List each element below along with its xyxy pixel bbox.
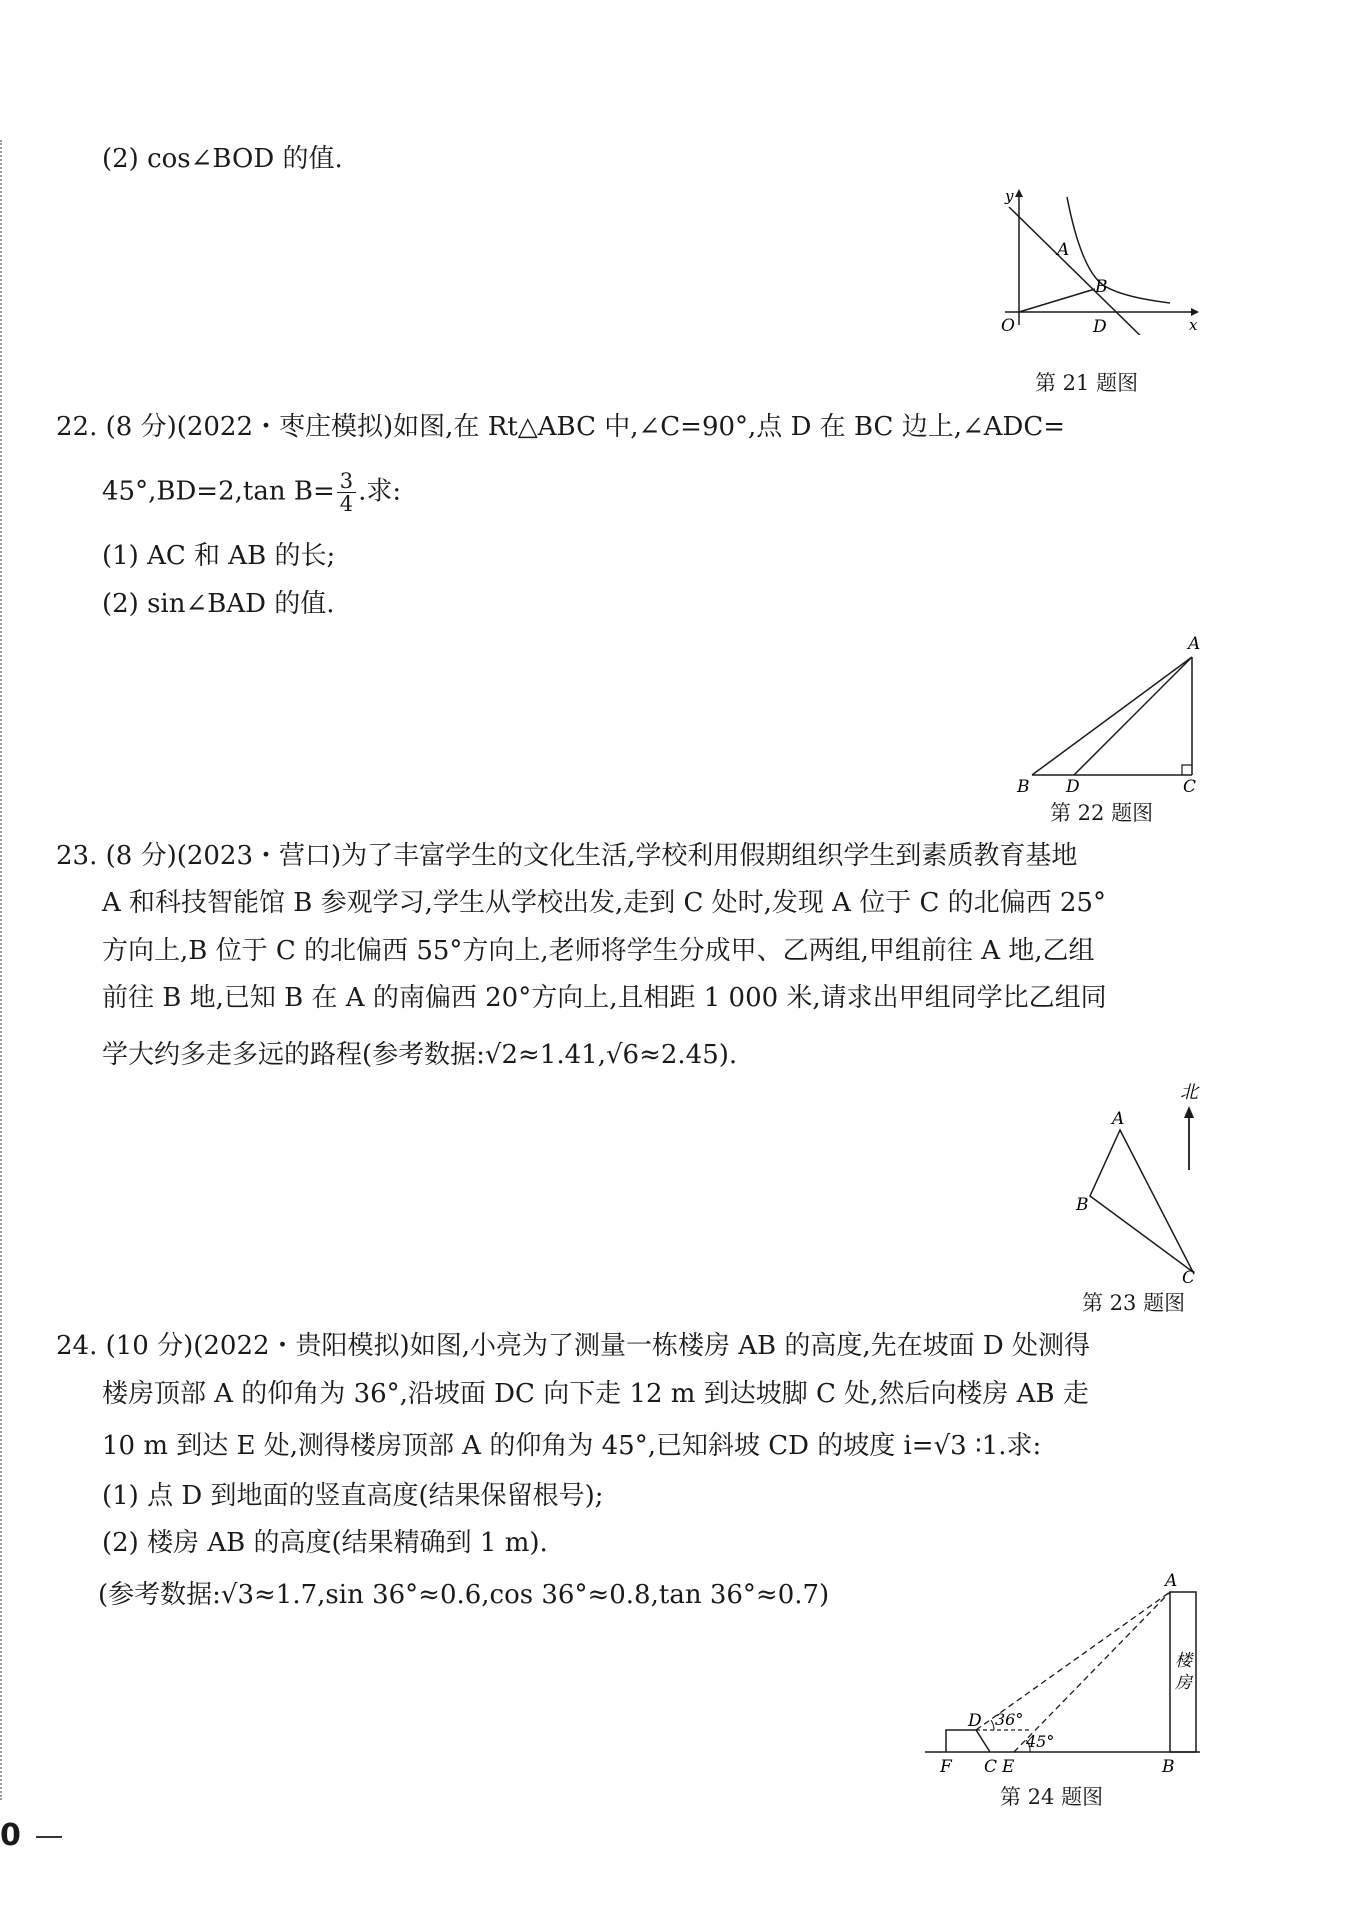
q21-part2: (2) cos∠BOD 的值. [102, 144, 343, 174]
fig21-label-d: D [1093, 317, 1107, 335]
fig24-label-d: D [968, 1711, 982, 1731]
fig21-caption: 第 21 题图 [1035, 371, 1139, 395]
fig23-label-a: A [1112, 1109, 1125, 1129]
q24-line1: 24. (10 分)(2022・贵阳模拟)如图,小亮为了测量一栋楼房 AB 的高度,先在坡面 D 处测得 [56, 1331, 1091, 1361]
fig24-label-angle45: 45° [1026, 1732, 1055, 1751]
q22-line2-pre: 45°,BD=2,tan B= [102, 476, 335, 507]
q23-line5: 学大约多走多远的路程(参考数据:√2≈1.41,√6≈2.45). [102, 1040, 738, 1070]
page-number: 0 [0, 1818, 21, 1853]
fig22-label-c: C [1183, 777, 1197, 792]
fig24-caption: 第 24 题图 [1000, 1785, 1104, 1809]
q22-line2-post: .求: [358, 476, 402, 507]
q22-part2: (2) sin∠BAD 的值. [102, 589, 335, 619]
fig23-label-north: 北 [1180, 1082, 1198, 1103]
fraction-denominator: 4 [339, 492, 354, 516]
fig24-label-c: C [984, 1757, 998, 1777]
fig22-label-a: A [1188, 634, 1201, 654]
fig24-label-a: A [1165, 1571, 1178, 1591]
fig24-building-char1: 楼 [1175, 1651, 1192, 1671]
fig24-label-building [1175, 1651, 1194, 1693]
fig24-label-f: F [940, 1757, 952, 1777]
fig23-label-b: B [1076, 1195, 1089, 1215]
q23-line4: 前往 B 地,已知 B 在 A 的南偏西 20°方向上,且相距 1 000 米,请求出甲组同学比乙组同 [102, 983, 1107, 1013]
q24-reference-data: (参考数据:√3≈1.7,sin 36°≈0.6,cos 36°≈0.8,tan 36°≈0.7) [98, 1580, 830, 1610]
fig24-label-b: B [1162, 1757, 1175, 1777]
fig21-label-o: O [1001, 316, 1015, 335]
q22-line1: 22. (8 分)(2022・枣庄模拟)如图,在 Rt△ABC 中,∠C=90°,点 D 在 BC 边上,∠ADC= [56, 412, 1066, 442]
fraction-numerator: 3 [337, 470, 356, 493]
q23-line3: 方向上,B 位于 C 的北偏西 55°方向上,老师将学生分成甲、乙两组,甲组前往 A 地,乙组 [102, 936, 1095, 966]
fig22-label-b: B [1017, 777, 1030, 792]
q24-part2: (2) 楼房 AB 的高度(结果精确到 1 m). [102, 1528, 548, 1558]
fig22-caption: 第 22 题图 [1050, 801, 1154, 825]
fig22-label-d: D [1066, 777, 1080, 792]
q24-line2: 楼房顶部 A 的仰角为 36°,沿坡面 DC 向下走 12 m 到达坡脚 C 处,然后向楼房 AB 走 [102, 1379, 1089, 1409]
footer-dash [36, 1836, 62, 1838]
binding-margin [0, 140, 2, 1800]
fig24-label-angle36: 36° [995, 1710, 1024, 1729]
fig21-label-b: B [1095, 277, 1108, 297]
q24-part1: (1) 点 D 到地面的竖直高度(结果保留根号); [102, 1481, 604, 1511]
figure-22 [1010, 632, 1215, 792]
fig24-label-e: E [1002, 1757, 1015, 1777]
q22-line2 [102, 470, 401, 515]
fig21-label-a: A [1057, 240, 1070, 260]
figure-23 [1060, 1078, 1220, 1288]
q24-line3: 10 m 到达 E 处,测得楼房顶部 A 的仰角为 45°,已知斜坡 CD 的坡度 i=√3 ∶1.求: [102, 1431, 1042, 1461]
fig24-building-char2: 房 [1175, 1673, 1192, 1693]
q23-line1: 23. (8 分)(2023・营口)为了丰富学生的文化生活,学校利用假期组织学生到素质教育基地 [56, 841, 1078, 871]
fig21-label-x: x [1189, 316, 1198, 334]
q23-line2: A 和科技智能馆 B 参观学习,学生从学校出发,走到 C 处时,发现 A 位于 C 的北偏西 25° [102, 888, 1106, 918]
fig21-label-y: y [1005, 187, 1014, 205]
fig23-label-c: C [1182, 1268, 1196, 1288]
fig23-caption: 第 23 题图 [1082, 1291, 1186, 1315]
figure-24 [920, 1568, 1205, 1783]
q22-part1: (1) AC 和 AB 的长; [102, 541, 336, 571]
fraction [337, 470, 356, 515]
figure-21 [985, 185, 1205, 335]
